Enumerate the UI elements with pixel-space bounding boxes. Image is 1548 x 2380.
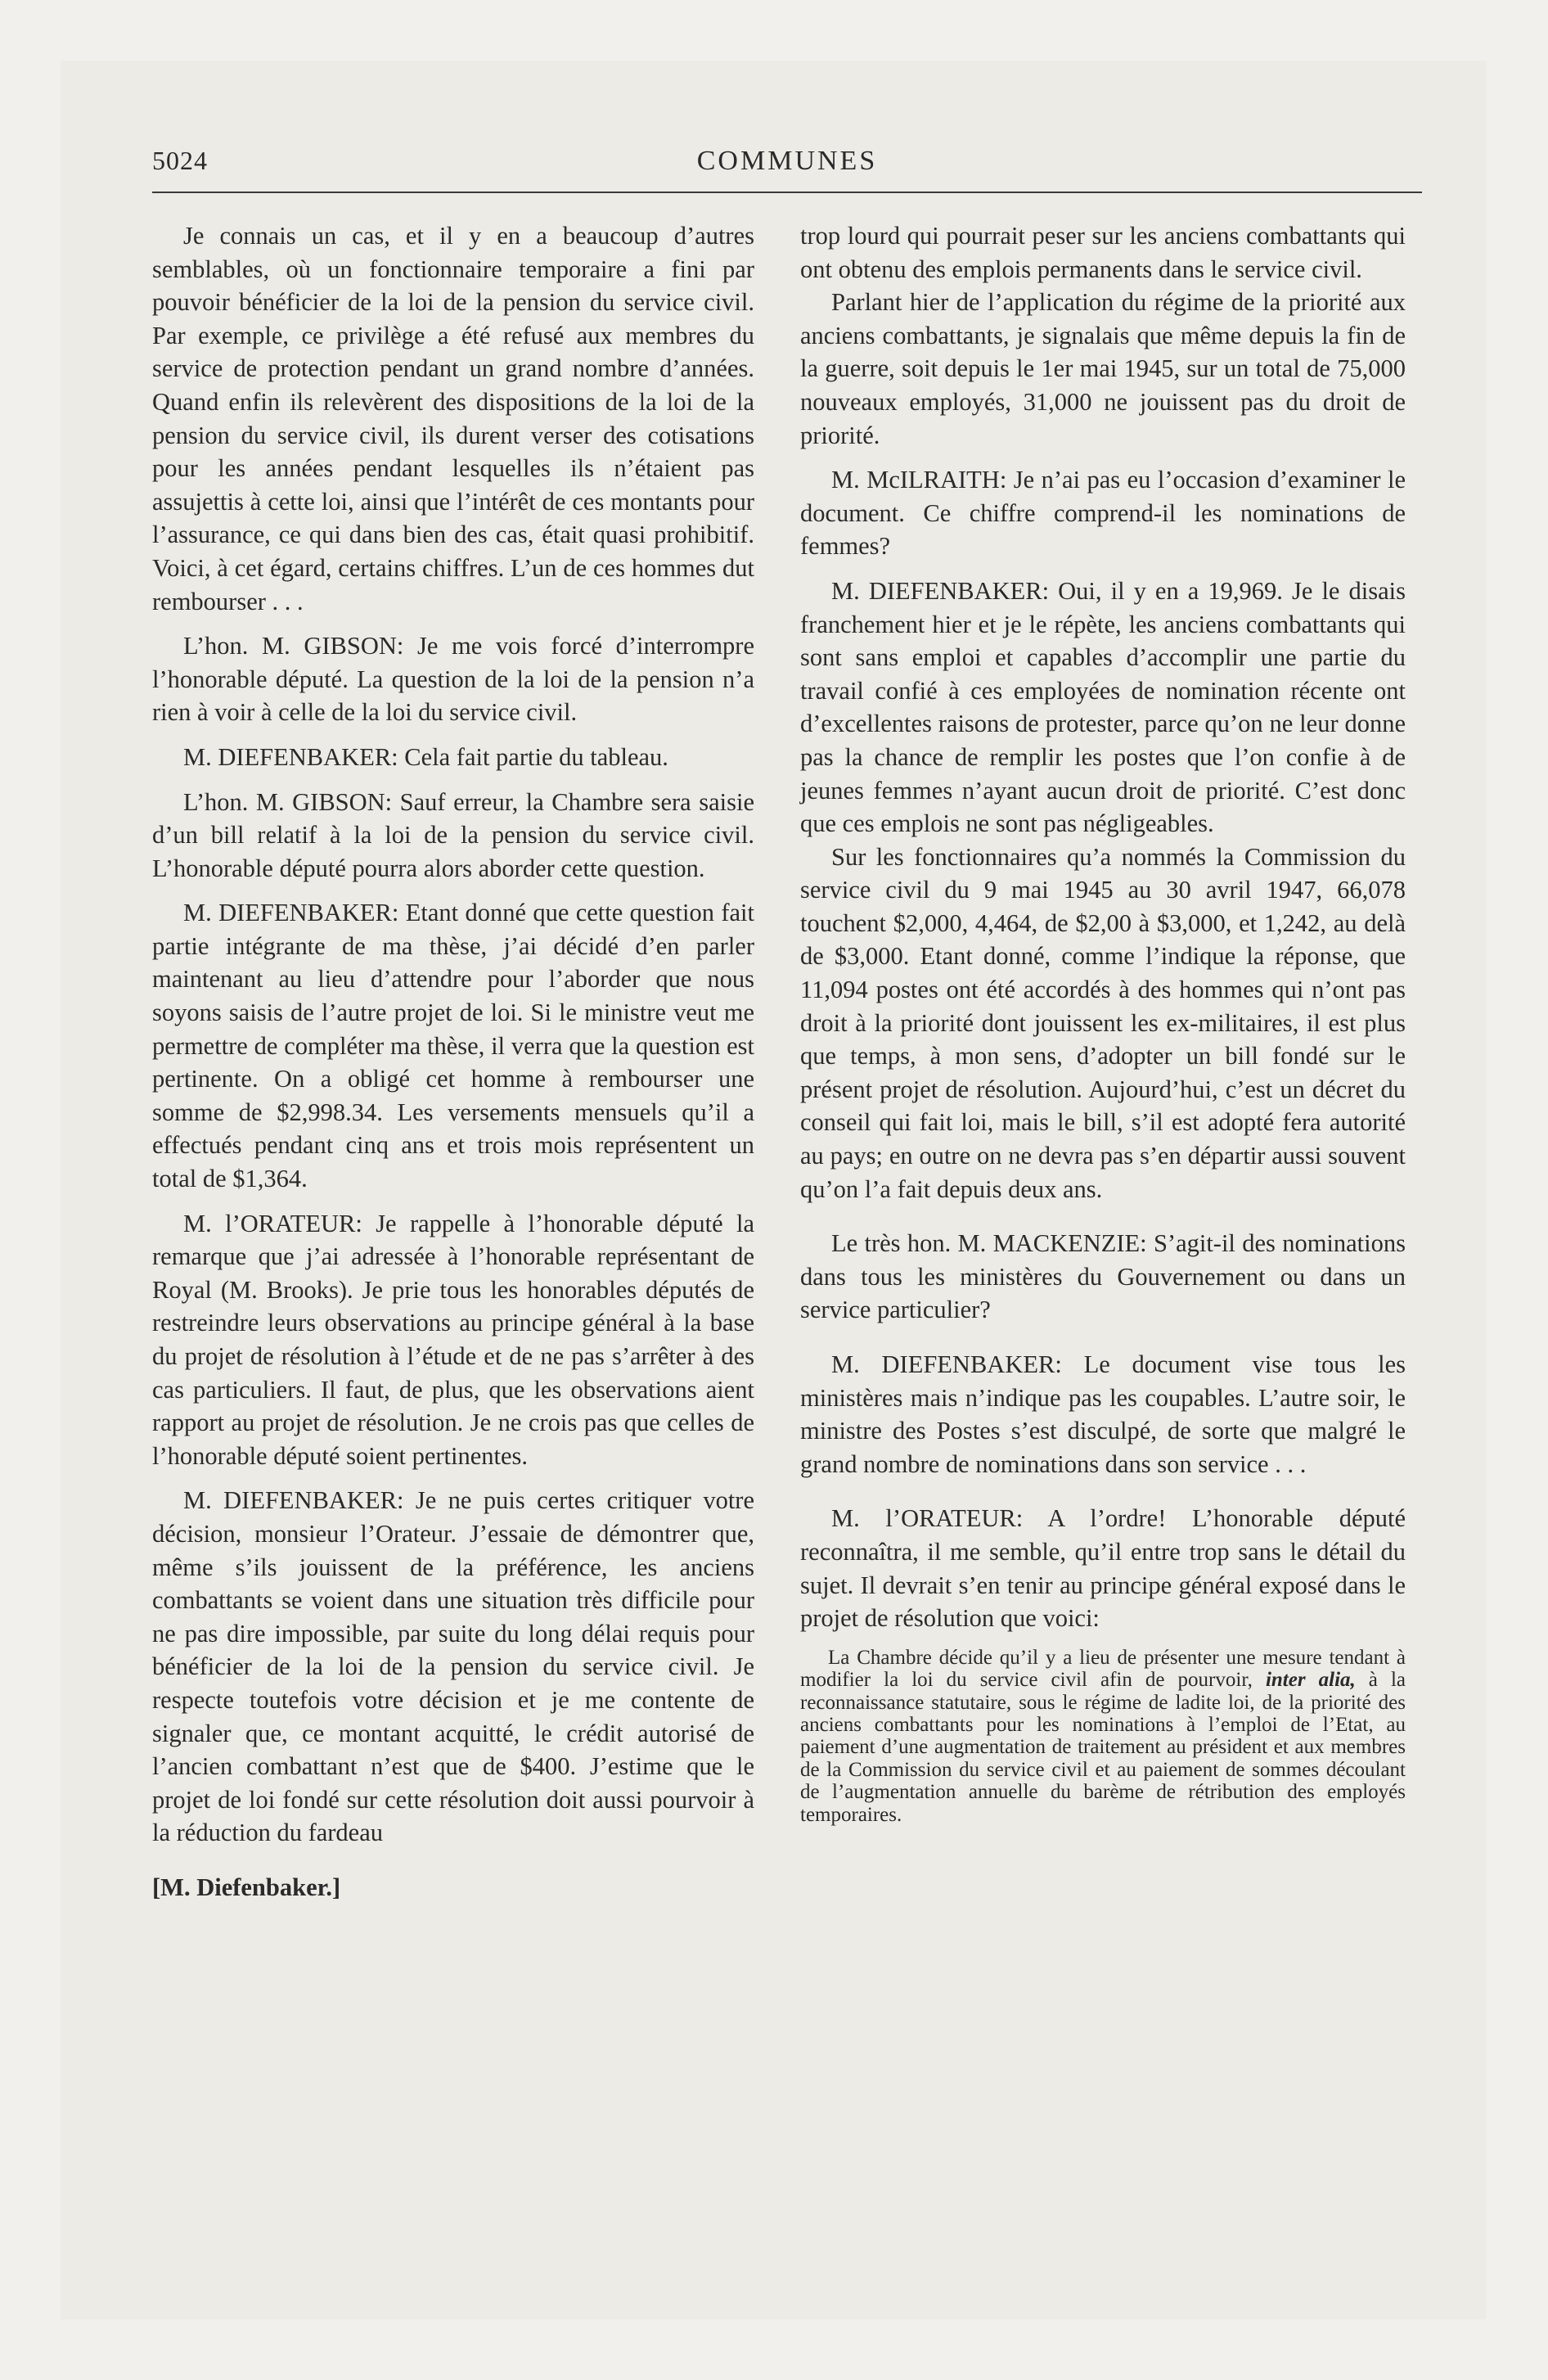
paragraph: L’hon. M. GIBSON: Sauf erreur, la Chambre sera saisie d’un bill relatif à la loi de la pension du service civil. L’honorable député pourra alors aborder cette question.	[152, 787, 754, 882]
page-number: 5024	[152, 146, 208, 175]
paragraph: L’hon. M. GIBSON: Je me vois forcé d’interrompre l’honorable député. La question de la loi de la pension n’a rien à voir à celle de la loi du service civil.	[152, 632, 754, 727]
paragraph: M. l’ORATEUR: A l’ordre! L’honorable député reconnaîtra, il me semble, qu’il entre trop sans le détail du sujet. Il devrait s’en tenir au principe général exposé dans le projet de résolution que voici:	[800, 1504, 1406, 1633]
paragraph: M. DIEFENBAKER: Oui, il y en a 19,969. Je le disais franchement hier et je le répète, les anciens combattants qui sont sans emploi et capables d’accomplir une partie du travail confié à ces employées de nomination récente ont d’excellentes raisons de protester, parce qu’on ne leur donne pas la chance de remplir les postes que l’on confie à de jeunes femmes n’ayant aucun droit de priorité. C’est donc que ces emplois ne sont pas négligeables.	[800, 576, 1406, 838]
paragraph: Sur les fonctionnaires qu’a nommés la Commission du service civil du 9 mai 1945 au 30 avril 1947, 66,078 touchent $2,000, 4,464, de $2,00 à $3,000, et 1,242, au delà de $3,000. Etant donné, comme l’indique la réponse, que 11,094 postes ont été accordés à des hommes qui n’ont pas droit à la priorité dont jouissent les ex-militaires, il est plus que temps, à mon sens, d’adopter un bill fondé sur le présent projet de résolution. Aujourd’hui, c’est un décret du conseil qui fait loi, mais le bill, s’il est adopté fera autorité au pays; en outre on ne devra pas s’en départir aussi souvent qu’on l’a fait depuis deux ans.	[800, 842, 1406, 1203]
paragraph: Parlant hier de l’application du régime de la priorité aux anciens combattants, je signalais que même depuis la fin de la guerre, soit depuis le 1er mai 1945, sur un total de 75,000 nouveaux employés, 31,000 ne jouissent pas du droit de priorité.	[800, 288, 1406, 449]
resolution-text-part: à la reconnaissance statutaire, sous le régime de ladite loi, de la priorité des anciens combattants pour les nominations à l’emploi de l’Etat, au paiement d’une augmentation de traitement au président et aux membres de la Commission du service civil et au paiement de sommes découlant de l’augmentation annuelle du barème de rétribution des employés temporaires.	[800, 1669, 1406, 1826]
paragraph: M. DIEFENBAKER: Le document vise tous les ministères mais n’indique pas les coupables. L’autre soir, le ministre des Postes s’est disculpé, de sorte que malgré le grand nombre de nominations dans son service . . .	[800, 1350, 1406, 1478]
header-rule	[152, 192, 1422, 193]
paragraph: Je connais un cas, et il y en a beaucoup d’autres semblables, où un fonctionnaire temporaire a fini par pouvoir bénéficier de la loi de la pension du service civil. Par exemple, ce privilège a été refusé aux membres du service de protection pendant un grand nombre d’années. Quand enfin ils relevèrent des dispositions de la loi de la pension du service civil, ils durent verser des cotisations pour les années pendant lesquelles ils n’étaient pas assujettis à cette loi, ainsi que l’intérêt de ces montants pour l’assurance, ce qui dans bien des cas, était quasi prohibitif. Voici, à cet égard, certains chiffres. L’un de ces hommes dut rembourser . . .	[152, 222, 754, 615]
paragraph: M. DIEFENBAKER: Cela fait partie du tableau.	[183, 742, 668, 771]
page-header	[152, 146, 1422, 187]
paragraph: Le très hon. M. MACKENZIE: S’agit-il des nominations dans tous les ministères du Gouvernement ou dans un service particulier?	[800, 1229, 1406, 1324]
running-title: COMMUNES	[696, 146, 878, 176]
paragraph: M. l’ORATEUR: Je rappelle à l’honorable député la remarque que j’ai adressée à l’honorable représentant de Royal (M. Brooks). Je prie tous les honorables députés de restreindre leurs observations au principe général à la base du projet de résolution à l’étude et de ne pas s’arrêter à des cas particuliers. Il faut, de plus, que les observations aient rapport au projet de résolution. Je ne crois pas que celles de l’honorable député soient pertinentes.	[152, 1209, 754, 1470]
paragraph: M. DIEFENBAKER: Etant donné que cette question fait partie intégrante de ma thèse, j’ai décidé d’en parler maintenant au lieu d’attendre pour l’aborder que nous soyons saisis de l’autre projet de loi. Si le ministre veut me permettre de compléter ma thèse, il verra que la question est pertinente. On a obligé cet homme à rembourser une somme de $2,998.34. Les versements mensuels qu’il a effectués pendant cinq ans et trois mois représentent un total de $1,364.	[152, 899, 754, 1193]
paragraph: M. McILRAITH: Je n’ai pas eu l’occasion d’examiner le document. Ce chiffre comprend-il les nominations de femmes?	[800, 466, 1406, 561]
speaker-signature: [M. Diefenbaker.]	[152, 1873, 341, 1901]
resolution-paragraph	[800, 1647, 1406, 1826]
resolution-italic: inter alia,	[1265, 1669, 1356, 1692]
resolution-text	[800, 1647, 1406, 1826]
paragraph: M. DIEFENBAKER: Je ne puis certes critiquer votre décision, monsieur l’Orateur. J’essaie de démontrer que, même s’ils jouissent de la préférence, les anciens combattants se voient dans une situation très difficile pour ne pas dire impossible, par suite du long délai requis pour bénéficier de la loi de la pension du service civil. Je respecte toutefois votre décision et je me contente de signaler que, ce montant acquitté, le crédit autorisé de l’ancien combattant n’est que de $400. J’estime que le projet de loi fondé sur cette résolution doit aussi pourvoir à la réduction du fardeau	[152, 1486, 754, 1847]
left-column	[152, 219, 754, 1904]
resolution-text-part: La Chambre décide qu’il y a lieu de présenter une mesure tendant à modifier la loi du service civil afin de pourvoir,	[800, 1646, 1406, 1692]
right-column	[800, 219, 1406, 1826]
paragraph: trop lourd qui pourrait peser sur les anciens combattants qui ont obtenu des emplois permanents dans le service civil.	[800, 222, 1406, 283]
